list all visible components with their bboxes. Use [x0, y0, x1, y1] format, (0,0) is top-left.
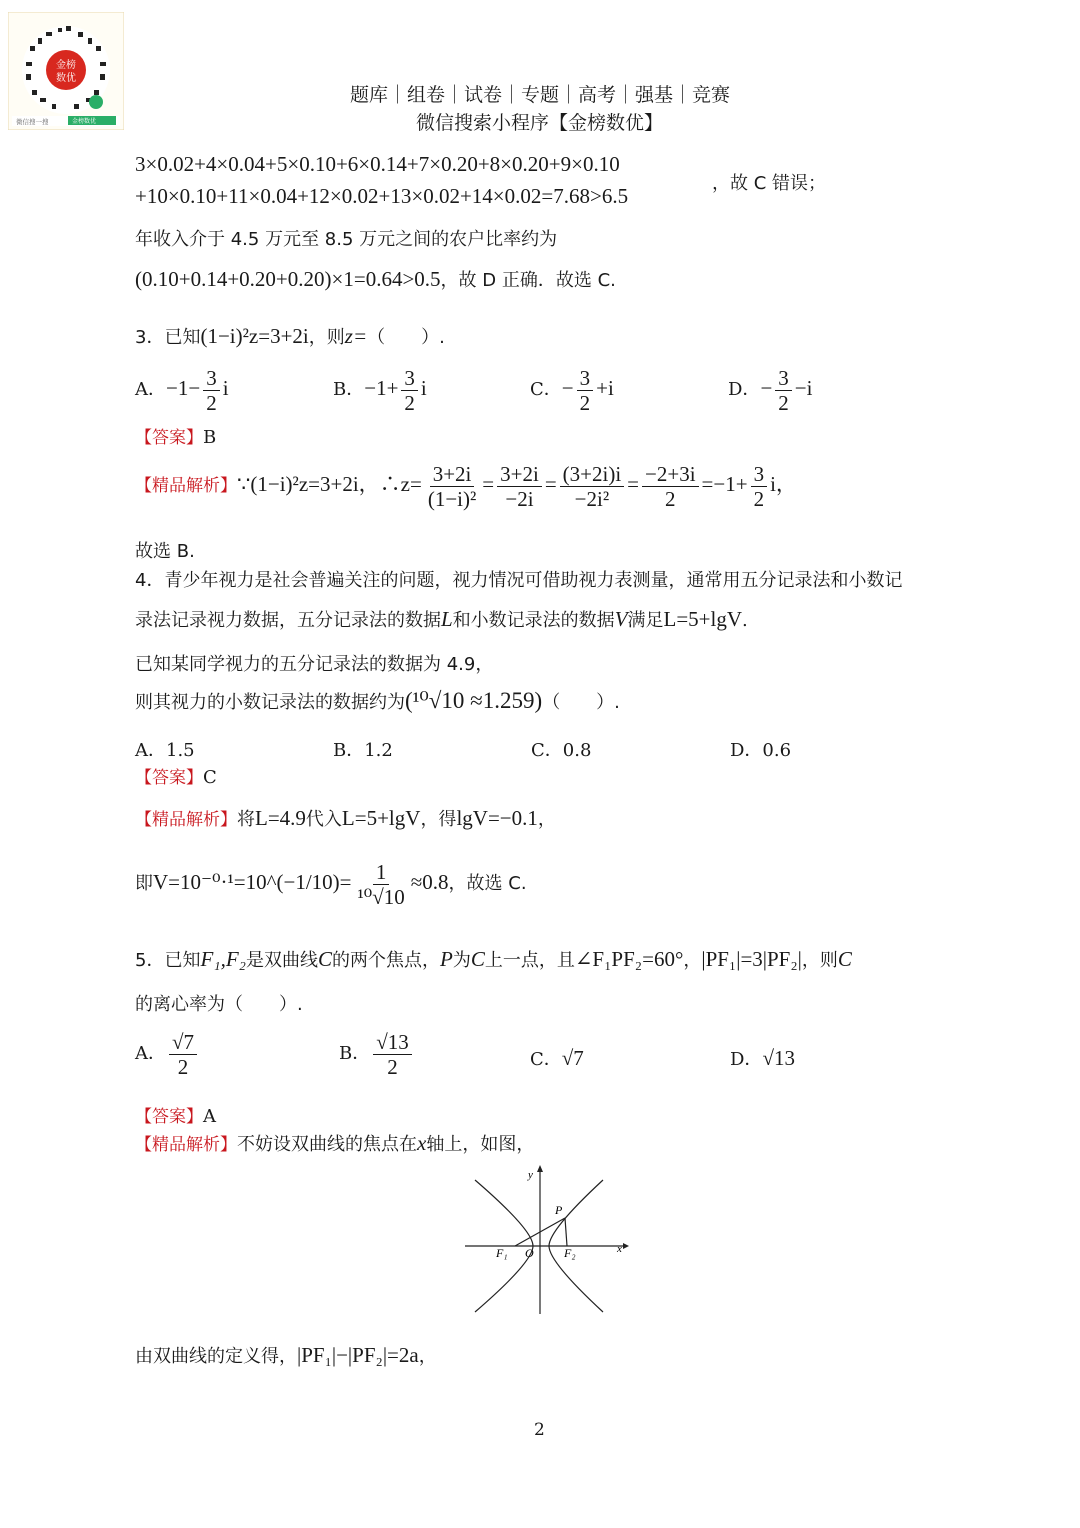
- q3-stem: [135, 323, 445, 349]
- q5-option-c: C．√7: [530, 1046, 584, 1070]
- analysis-label: 【精品解析】: [135, 476, 237, 497]
- q3-option-d: D．− $\frac{3}{2}$ −i: [728, 366, 813, 416]
- q2-calc-line2: +10×0.10+11×0.04+12×0.02+13×0.02+14×0.02=7.68>6.5: [135, 184, 629, 208]
- svg-text:金榜数优: 金榜数优: [72, 118, 97, 125]
- q4-answer: [135, 763, 217, 788]
- q4-option-b: B．1.2: [333, 740, 393, 761]
- q2-line-d: [135, 266, 616, 292]
- q4-stem-line3: 已知某同学视力的五分记录法的数据为 4.9，: [135, 654, 494, 675]
- q2-verdict-d: ，故 D 正确．故选 C.: [440, 270, 616, 291]
- q3-stem-prefix: 3．已知: [135, 327, 201, 348]
- fig-label-x: x: [617, 1243, 622, 1255]
- q5-option-a: A． $\frac{√7}{2}$: [135, 1030, 200, 1079]
- answer-label: 【答案】: [135, 428, 203, 448]
- q5-analysis: 【精品解析】不妨设双曲线的焦点在x轴上，如图，: [135, 1131, 535, 1155]
- q4-analysis-line2: 即V=10⁻⁰·¹=10^(−1/10)= $\frac{1}{\text{¹⁰√10}}$ ≈0.8，故选 C.: [135, 860, 527, 910]
- answer-value: C: [203, 767, 217, 788]
- q3-answer: [135, 423, 216, 448]
- page-number: 2: [534, 1420, 545, 1440]
- fig-label-o: O: [525, 1246, 534, 1260]
- analysis-label: 【精品解析】: [135, 810, 237, 830]
- header-nav: 题库｜组卷｜试卷｜专题｜高考｜强基｜竞赛: [350, 84, 731, 106]
- q2-calc-line1: 3×0.02+4×0.04+5×0.10+6×0.14+7×0.20+8×0.20+9×0.10: [135, 152, 620, 176]
- q4-stem-line1: 4．青少年视力是社会普遍关注的问题，视力情况可借助视力表测量，通常用五分记录法和小数记: [135, 570, 903, 591]
- q5-stem-line2: 的离心率为（ ）.: [135, 994, 303, 1015]
- q4-stem-line4: 则其视力的小数记录法的数据约为(¹⁰√10 ≈1.259)（ ）.: [135, 688, 620, 713]
- q3-option-a: A．−1− $\frac{3}{2}$ i: [135, 366, 229, 416]
- q3-stem-z: z=: [344, 324, 368, 348]
- answer-value: B: [203, 427, 217, 448]
- q3-stem-end: （ ）.: [367, 327, 445, 348]
- answer-value: A: [203, 1106, 216, 1127]
- logo-text: 金榜: [56, 60, 76, 71]
- q4-option-c: C．0.8: [531, 740, 592, 761]
- q4-option-a: A．1.5: [135, 740, 195, 761]
- hyperbola-figure: [455, 1160, 635, 1320]
- q4-option-d: D．0.6: [730, 740, 792, 761]
- q2-verdict-c: ，故 C 错误；: [712, 173, 827, 194]
- q3-analysis: 【精品解析】∵(1−i)²z=3+2i，∴z= $\frac{3+2i}{\text{(1−i)²}}$ = $\frac{3+2i}{-2i}$ = $\frac{(3+2i)i}{\text{−2i²}}$ = $\frac{-2+3i}{2}$ =−1+ $\frac{3}{2}$ i，: [135, 462, 797, 512]
- header-subtitle: 微信搜索小程序【金榜数优】: [416, 112, 664, 134]
- q3-option-c: C．− $\frac{3}{2}$ +i: [530, 366, 614, 416]
- q5-stem-line1: 5．已知F₁,F₂是双曲线C的两个焦点，P为C上一点，且∠F₁PF₂=60°，|PF₁|=3|PF₂|，则C: [135, 947, 852, 971]
- answer-label: 【答案】: [135, 768, 203, 788]
- q3-option-b: B．−1+ $\frac{3}{2}$ i: [333, 366, 427, 416]
- qr-code-logo: [8, 12, 124, 130]
- answer-label: 【答案】: [135, 1107, 203, 1127]
- q3-conclusion: 故选 B.: [135, 541, 195, 562]
- q4-analysis: 【精品解析】将L=4.9代入L=5+lgV，得lgV=−0.1，: [135, 806, 556, 830]
- q2-calc-d: (0.10+0.14+0.20+0.20)×1=0.64>0.5: [135, 267, 441, 291]
- segment-pf2: [565, 1218, 567, 1246]
- svg-text:微信搜一搜: 微信搜一搜: [16, 118, 49, 126]
- fig-label-y: y: [528, 1169, 533, 1181]
- q5-definition: 由双曲线的定义得，|PF₁|−|PF₂|=2a，: [135, 1343, 437, 1367]
- q2-text-d: 年收入介于 4.5 万元至 8.5 万元之间的农户比率约为: [135, 229, 558, 250]
- analysis-label: 【精品解析】: [135, 1135, 237, 1155]
- svg-text:数优: 数优: [56, 73, 76, 84]
- q4-stem-line2: 录法记录视力数据，五分记录法的数据L和小数记录法的数据V满足L=5+lgV.: [135, 607, 748, 631]
- q5-option-b: B． $\frac{√13}{2}$: [339, 1030, 415, 1079]
- q3-stem-expr: (1−i)²z=3+2i: [200, 324, 309, 348]
- fig-label-f2: F₂: [564, 1246, 576, 1260]
- fig-label-p: P: [555, 1203, 563, 1217]
- q3-stem-mid: ，则: [308, 327, 345, 348]
- q5-option-d: D．√13: [730, 1046, 795, 1070]
- q5-answer: [135, 1102, 216, 1127]
- fig-label-f1: F₁: [496, 1246, 508, 1260]
